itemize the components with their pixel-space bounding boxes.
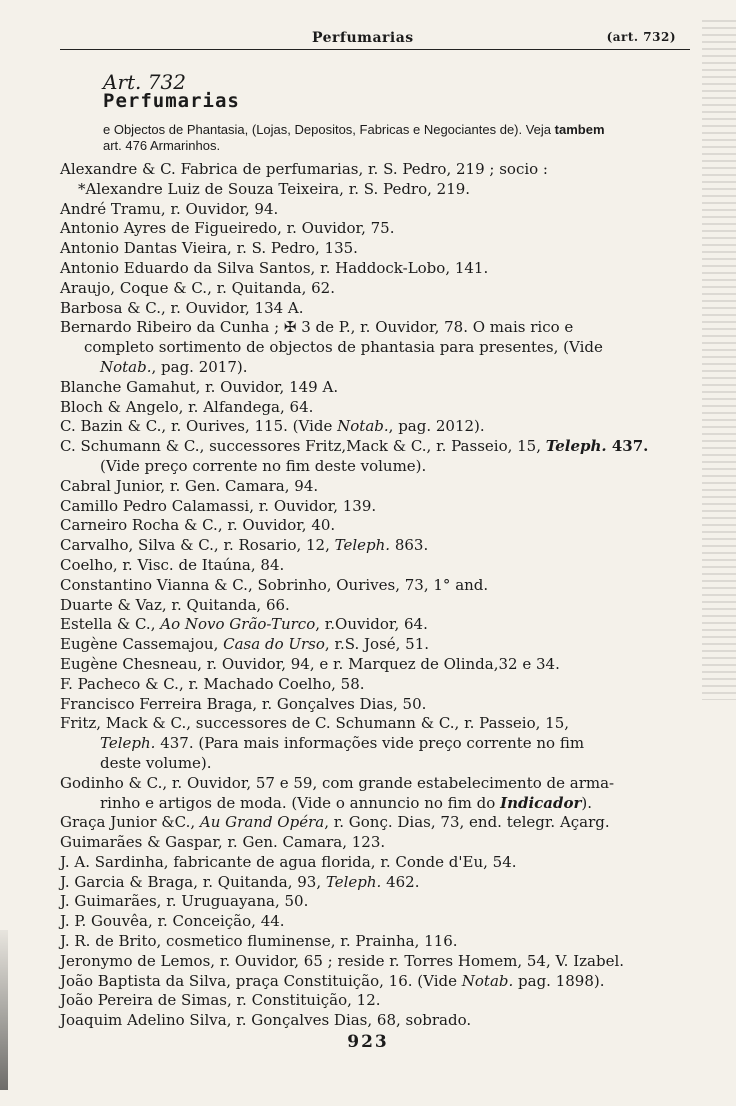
list-item	[60, 318, 700, 338]
entry-text: Antonio Eduardo da Silva Santos, r. Haddock-Lobo, 141.	[60, 258, 489, 277]
entry-text: Fritz, Mack & C., successores de C. Schumann & C., r. Passeio, 15,	[60, 714, 570, 733]
entry-text: completo sortimento de objectos de phantasia para presentes, (Vide	[84, 338, 603, 357]
entry-italic: Teleph.	[325, 872, 382, 891]
article-reference: (art. 732)	[606, 30, 676, 44]
entry-italic: Au Grand Opéra	[199, 813, 325, 832]
list-item	[60, 596, 700, 616]
entry-text: Graça Junior &C.,	[60, 813, 200, 832]
scan-edge-artifact-left	[0, 930, 8, 1090]
list-item	[60, 813, 700, 833]
entry-text: André Tramu, r. Ouvidor, 94.	[60, 199, 279, 218]
entry-italic: Notab.	[100, 357, 152, 376]
entry-text: , pag. 2017).	[151, 357, 248, 376]
entry-text: Cabral Junior, r. Gen. Camara, 94.	[60, 476, 319, 495]
entry-text: Araujo, Coque & C., r. Quitanda, 62.	[60, 278, 335, 297]
list-item	[60, 873, 700, 893]
entry-italic: Indicador	[500, 793, 582, 812]
entry-text: Coelho, r. Visc. de Itaúna, 84.	[60, 555, 285, 574]
list-item	[60, 675, 700, 695]
list-item	[60, 160, 700, 180]
entry-text: *Alexandre Luiz de Souza Teixeira, r. S. Pedro, 219.	[78, 179, 471, 198]
scan-edge-artifact	[702, 20, 736, 700]
entry-text: 437. (Para mais informações vide preço corrente no fim	[155, 734, 585, 753]
list-item	[60, 695, 700, 715]
list-item	[60, 239, 700, 259]
list-item	[60, 417, 700, 437]
list-item-continuation	[60, 794, 700, 814]
list-item	[60, 655, 700, 675]
running-header	[60, 30, 680, 50]
header-rule	[60, 49, 690, 50]
list-item-continuation	[60, 358, 700, 378]
entry-list	[60, 160, 700, 1031]
list-item	[60, 219, 700, 239]
list-item	[60, 714, 700, 734]
intro-text-line2: art. 476 Armarinhos.	[103, 138, 221, 153]
entry-text: Jeronymo de Lemos, r. Ouvidor, 65 ; reside r. Torres Homem, 54, V. Izabel.	[60, 951, 625, 970]
entry-text: Bernardo Ribeiro da Cunha ; ✠ 3 de P., r. Ouvidor, 78. O mais rico e	[60, 318, 574, 337]
running-title: Perfumarias	[312, 30, 414, 46]
entry-text: Barbosa & C., r. Ouvidor, 134 A.	[60, 298, 304, 317]
list-item	[60, 991, 700, 1011]
entry-text: , pag. 2012).	[388, 417, 485, 436]
entry-italic: Notab.	[461, 971, 514, 990]
entry-text: Bloch & Angelo, r. Alfandega, 64.	[60, 397, 314, 416]
entry-text: (Vide preço corrente no fim deste volume).	[100, 456, 427, 475]
list-item	[60, 497, 700, 517]
entry-text: Joaquim Adelino Silva, r. Gonçalves Dias, 68, sobrado.	[60, 1011, 472, 1030]
section-intro	[103, 122, 693, 154]
entry-italic: Notab.	[337, 417, 389, 436]
entry-text: Guimarães & Gaspar, r. Gen. Camara, 123.	[60, 833, 386, 852]
section-title: Perfumarias	[103, 90, 240, 112]
entry-text: J. A. Sardinha, fabricante de agua florida, r. Conde d'Eu, 54.	[60, 852, 517, 871]
article-number: Art. 732	[103, 70, 186, 94]
entry-text: pag. 1898).	[513, 971, 605, 990]
list-item	[60, 615, 700, 635]
intro-seealso: tambem	[554, 122, 605, 137]
entry-text: Duarte & Vaz, r. Quitanda, 66.	[60, 595, 290, 614]
list-item	[60, 912, 700, 932]
entry-text: 462.	[381, 872, 420, 891]
list-item	[60, 556, 700, 576]
list-item	[60, 516, 700, 536]
entry-text: Godinho & C., r. Ouvidor, 57 e 59, com grande estabelecimento de arma-	[60, 773, 615, 792]
entry-text: João Pereira de Simas, r. Constituição, 12.	[60, 991, 381, 1010]
entry-text: rinho e artigos de moda. (Vide o annuncio no fim do	[100, 793, 501, 812]
list-item	[60, 1011, 700, 1031]
entry-text: , r. Gonç. Dias, 73, end. telegr. Açarg.	[324, 813, 610, 832]
list-item	[60, 180, 700, 200]
entry-italic: Casa do Urso	[223, 635, 325, 654]
entry-text: Constantino Vianna & C., Sobrinho, Ourives, 73, 1° and.	[60, 575, 489, 594]
entry-text: C. Bazin & C., r. Ourives, 115. (Vide	[60, 417, 338, 436]
entry-text: Alexandre & C. Fabrica de perfumarias, r. S. Pedro, 219 ; socio :	[60, 160, 548, 178]
list-item	[60, 378, 700, 398]
list-item	[60, 853, 700, 873]
list-item	[60, 932, 700, 952]
entry-text: Francisco Ferreira Braga, r. Gonçalves Dias, 50.	[60, 694, 427, 713]
entry-text: 437.	[606, 437, 649, 456]
list-item	[60, 259, 700, 279]
entry-text: Eugène Cassemajou,	[60, 635, 224, 654]
intro-text: e Objectos de Phantasia, (Lojas, Depositos, Fabricas e Negociantes de). Veja	[103, 122, 552, 137]
list-item	[60, 774, 700, 794]
list-item-continuation	[60, 457, 700, 477]
list-item	[60, 200, 700, 220]
list-item	[60, 892, 700, 912]
list-item	[60, 536, 700, 556]
list-item	[60, 299, 700, 319]
list-item	[60, 398, 700, 418]
entry-text: C. Schumann & C., successores Fritz,Mack & C., r. Passeio, 15,	[60, 437, 546, 456]
page-number: 923	[347, 1032, 389, 1052]
entry-text: Estella & C.,	[60, 615, 161, 634]
entry-italic: Teleph.	[334, 536, 391, 555]
entry-text: João Baptista da Silva, praça Constituição, 16. (Vide	[60, 971, 462, 990]
list-item	[60, 576, 700, 596]
entry-italic: Teleph.	[100, 734, 156, 753]
entry-text: 863.	[390, 536, 429, 555]
entry-text: Blanche Gamahut, r. Ouvidor, 149 A.	[60, 377, 339, 396]
entry-text: , r.Ouvidor, 64.	[315, 615, 428, 634]
entry-text: Carvalho, Silva & C., r. Rosario, 12,	[60, 536, 335, 555]
entry-text: J. P. Gouvêa, r. Conceição, 44.	[60, 912, 285, 931]
entry-text: J. Garcia & Braga, r. Quitanda, 93,	[60, 872, 326, 891]
entry-text: F. Pacheco & C., r. Machado Coelho, 58.	[60, 674, 365, 693]
entry-text: Camillo Pedro Calamassi, r. Ouvidor, 139.	[60, 496, 377, 515]
list-item-continuation	[60, 734, 700, 754]
entry-text: Eugène Chesneau, r. Ouvidor, 94, e r. Marquez de Olinda,32 e 34.	[60, 654, 560, 673]
entry-text: deste volume).	[100, 753, 212, 772]
entry-italic: Ao Novo Grão-Turco	[160, 615, 316, 634]
list-item	[60, 972, 700, 992]
entry-text: Carneiro Rocha & C., r. Ouvidor, 40.	[60, 516, 336, 535]
entry-text: , r.S. José, 51.	[324, 635, 430, 654]
entry-text: ).	[581, 793, 593, 812]
entry-text: J. R. de Brito, cosmetico fluminense, r. Prainha, 116.	[60, 932, 458, 951]
list-item	[60, 635, 700, 655]
entry-text: J. Guimarães, r. Uruguayana, 50.	[60, 892, 309, 911]
list-item-continuation	[60, 754, 700, 774]
entry-italic: Teleph.	[545, 437, 607, 456]
list-item-continuation	[60, 338, 700, 358]
entry-text: Antonio Ayres de Figueiredo, r. Ouvidor, 75.	[60, 219, 395, 238]
list-item	[60, 952, 700, 972]
list-item	[60, 279, 700, 299]
list-item	[60, 833, 700, 853]
list-item	[60, 477, 700, 497]
list-item	[60, 437, 700, 457]
entry-text: Antonio Dantas Vieira, r. S. Pedro, 135.	[60, 239, 358, 258]
